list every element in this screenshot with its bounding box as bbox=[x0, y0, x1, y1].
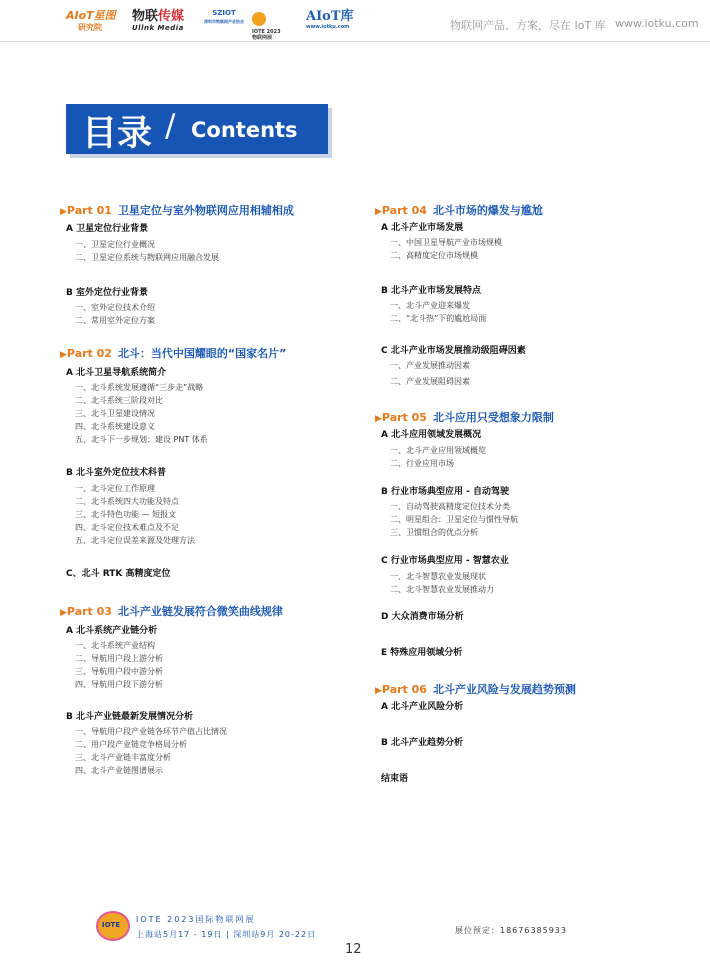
toc-section[interactable]: B 室外定位行业背景 bbox=[66, 288, 148, 298]
toc-item[interactable]: 一、产业发展推动因素 bbox=[390, 361, 470, 370]
toc-item[interactable]: 二、北斗智慧农业发展推动力 bbox=[390, 585, 494, 594]
toc-item[interactable]: 二、明星组合：卫星定位与惯性导航 bbox=[390, 515, 518, 524]
toc-section[interactable]: B 北斗室外定位技术科普 bbox=[66, 468, 166, 478]
toc-item[interactable]: 二、常用室外定位方案 bbox=[75, 316, 155, 325]
toc-part-06[interactable]: ▶Part 06 北斗产业风险与发展趋势预测 bbox=[375, 683, 576, 696]
page-title-english: Contents bbox=[191, 118, 298, 142]
toc-item[interactable]: 一、中国卫星导航产业市场规模 bbox=[390, 238, 502, 247]
part-arrow-icon: ▶ bbox=[375, 414, 382, 424]
toc-item[interactable]: 三、卫惯组合的优点分析 bbox=[390, 528, 478, 537]
toc-item[interactable]: 一、北斗智慧农业发展现状 bbox=[390, 572, 486, 581]
toc-item[interactable]: 四、北斗系统建设意义 bbox=[75, 422, 155, 431]
toc-item[interactable]: 二、行业应用市场 bbox=[390, 459, 454, 468]
title-slash: / bbox=[165, 108, 176, 144]
part-arrow-icon: ▶ bbox=[375, 207, 382, 217]
booking-phone: 展位预定：18676385933 bbox=[455, 926, 567, 935]
contents-title-banner bbox=[66, 104, 328, 154]
part-arrow-icon: ▶ bbox=[60, 608, 67, 618]
aiotku-logo: AIoT库 www.iotku.com bbox=[306, 9, 354, 30]
toc-item[interactable]: 二、北斗系统四大功能及特点 bbox=[75, 497, 179, 506]
toc-item[interactable]: 一、北斗产业应用领域概览 bbox=[390, 446, 486, 455]
toc-item[interactable]: 二、导航用户段上游分析 bbox=[75, 654, 163, 663]
part-arrow-icon: ▶ bbox=[60, 350, 67, 360]
toc-item[interactable]: 三、北斗特色功能 — 短报文 bbox=[75, 510, 177, 519]
toc-item[interactable]: 二、高精度定位市场规模 bbox=[390, 251, 478, 260]
toc-item[interactable]: 二、“北斗热”下的尴尬局面 bbox=[390, 314, 487, 323]
iote-logo: IOTE 2023 物联网展 bbox=[252, 10, 296, 42]
toc-item[interactable]: 二、北斗系统三阶段对比 bbox=[75, 396, 163, 405]
toc-section[interactable]: A 北斗系统产业链分析 bbox=[66, 626, 158, 636]
toc-item[interactable]: 一、卫星定位行业概况 bbox=[75, 240, 155, 249]
part-arrow-icon: ▶ bbox=[375, 686, 382, 696]
toc-section[interactable]: D 大众消费市场分析 bbox=[381, 612, 464, 622]
header-tagline: 物联网产品、方案，尽在 IoT 库 bbox=[450, 19, 606, 32]
toc-part-03[interactable]: ▶Part 03 北斗产业链发展符合微笑曲线规律 bbox=[60, 605, 283, 618]
toc-section[interactable]: A 北斗卫星导航系统简介 bbox=[66, 368, 167, 378]
toc-item[interactable]: 五、北斗定位误差来源及处理方法 bbox=[75, 536, 195, 545]
toc-item[interactable]: 五、北斗下一步规划：建设 PNT 体系 bbox=[75, 435, 208, 444]
toc-item[interactable]: 四、导航用户段下游分析 bbox=[75, 680, 163, 689]
header-site-link[interactable]: www.iotku.com bbox=[615, 17, 699, 30]
toc-item[interactable]: 一、室外定位技术介绍 bbox=[75, 303, 155, 312]
toc-item[interactable]: 一、自动驾驶高精度定位技术分类 bbox=[390, 502, 510, 511]
toc-part-02[interactable]: ▶Part 02 北斗：当代中国耀眼的“国家名片” bbox=[60, 347, 287, 360]
toc-item[interactable]: 三、北斗产业链丰富度分析 bbox=[75, 753, 171, 762]
aiot-xingtu-logo: AIoT星图 研究院 bbox=[66, 9, 116, 32]
toc-item[interactable]: 一、北斗产业迎来爆发 bbox=[390, 301, 470, 310]
ulink-media-logo: 物联传媒 Ullnk Media bbox=[132, 9, 185, 32]
iote-badge-icon: IOTE bbox=[96, 911, 130, 941]
toc-section[interactable]: B 北斗产业市场发展特点 bbox=[381, 286, 481, 296]
toc-section[interactable]: B 北斗产业链最新发展情况分析 bbox=[66, 712, 193, 722]
iote-badge-icon bbox=[252, 12, 266, 26]
toc-section[interactable]: E 特殊应用领域分析 bbox=[381, 648, 463, 658]
page-header bbox=[0, 0, 710, 42]
page-title: 目录 bbox=[82, 114, 153, 154]
toc-item[interactable]: 一、导航用户段产业链各环节产值占比情况 bbox=[75, 727, 227, 736]
toc-section[interactable]: A 北斗应用领域发展概况 bbox=[381, 430, 482, 440]
toc-item[interactable]: 一、北斗系统发展遵循“三步走”战略 bbox=[75, 383, 204, 392]
expo-dates: 上海站5月17 - 19日 | 深圳站9月 20-22日 bbox=[136, 930, 317, 939]
toc-item[interactable]: 三、导航用户段中游分析 bbox=[75, 667, 163, 676]
toc-part-01[interactable]: ▶Part 01 卫星定位与室外物联网应用相辅相成 bbox=[60, 204, 294, 217]
part-arrow-icon: ▶ bbox=[60, 207, 67, 217]
toc-section[interactable]: B 行业市场典型应用 - 自动驾驶 bbox=[381, 487, 509, 497]
toc-item[interactable]: 二、产业发展阻碍因素 bbox=[390, 377, 470, 386]
toc-part-05[interactable]: ▶Part 05 北斗应用只受想象力限制 bbox=[375, 411, 554, 424]
toc-item[interactable]: 一、北斗系统产业结构 bbox=[75, 641, 155, 650]
toc-section[interactable]: A 卫星定位行业背景 bbox=[66, 224, 149, 234]
toc-section[interactable]: A 北斗产业市场发展 bbox=[381, 223, 464, 233]
sziot-logo: SZIOT 深圳市物联网产业协会 bbox=[204, 9, 244, 24]
expo-name: IOTE 2023国际物联网展 bbox=[136, 915, 256, 924]
toc-item[interactable]: 二、卫星定位系统与物联网应用融合发展 bbox=[75, 253, 219, 262]
toc-item[interactable]: 四、北斗产业链图谱展示 bbox=[75, 766, 163, 775]
toc-item[interactable]: 四、北斗定位技术难点及不足 bbox=[75, 523, 179, 532]
toc-section[interactable]: C、北斗 RTK 高精度定位 bbox=[66, 569, 171, 579]
toc-ending[interactable]: 结束语 bbox=[381, 774, 409, 784]
toc-part-04[interactable]: ▶Part 04 北斗市场的爆发与尴尬 bbox=[375, 204, 543, 217]
page-number: 12 bbox=[345, 942, 362, 957]
toc-section[interactable]: C 行业市场典型应用 - 智慧农业 bbox=[381, 556, 509, 566]
toc-section[interactable]: B 北斗产业趋势分析 bbox=[381, 738, 463, 748]
toc-item[interactable]: 一、北斗定位工作原理 bbox=[75, 484, 155, 493]
toc-section[interactable]: C 北斗产业市场发展推动级阻碍因素 bbox=[381, 346, 526, 356]
toc-item[interactable]: 三、北斗卫星建设情况 bbox=[75, 409, 155, 418]
toc-item[interactable]: 二、用户段产业链竞争格局分析 bbox=[75, 740, 187, 749]
toc-section[interactable]: A 北斗产业风险分析 bbox=[381, 702, 464, 712]
